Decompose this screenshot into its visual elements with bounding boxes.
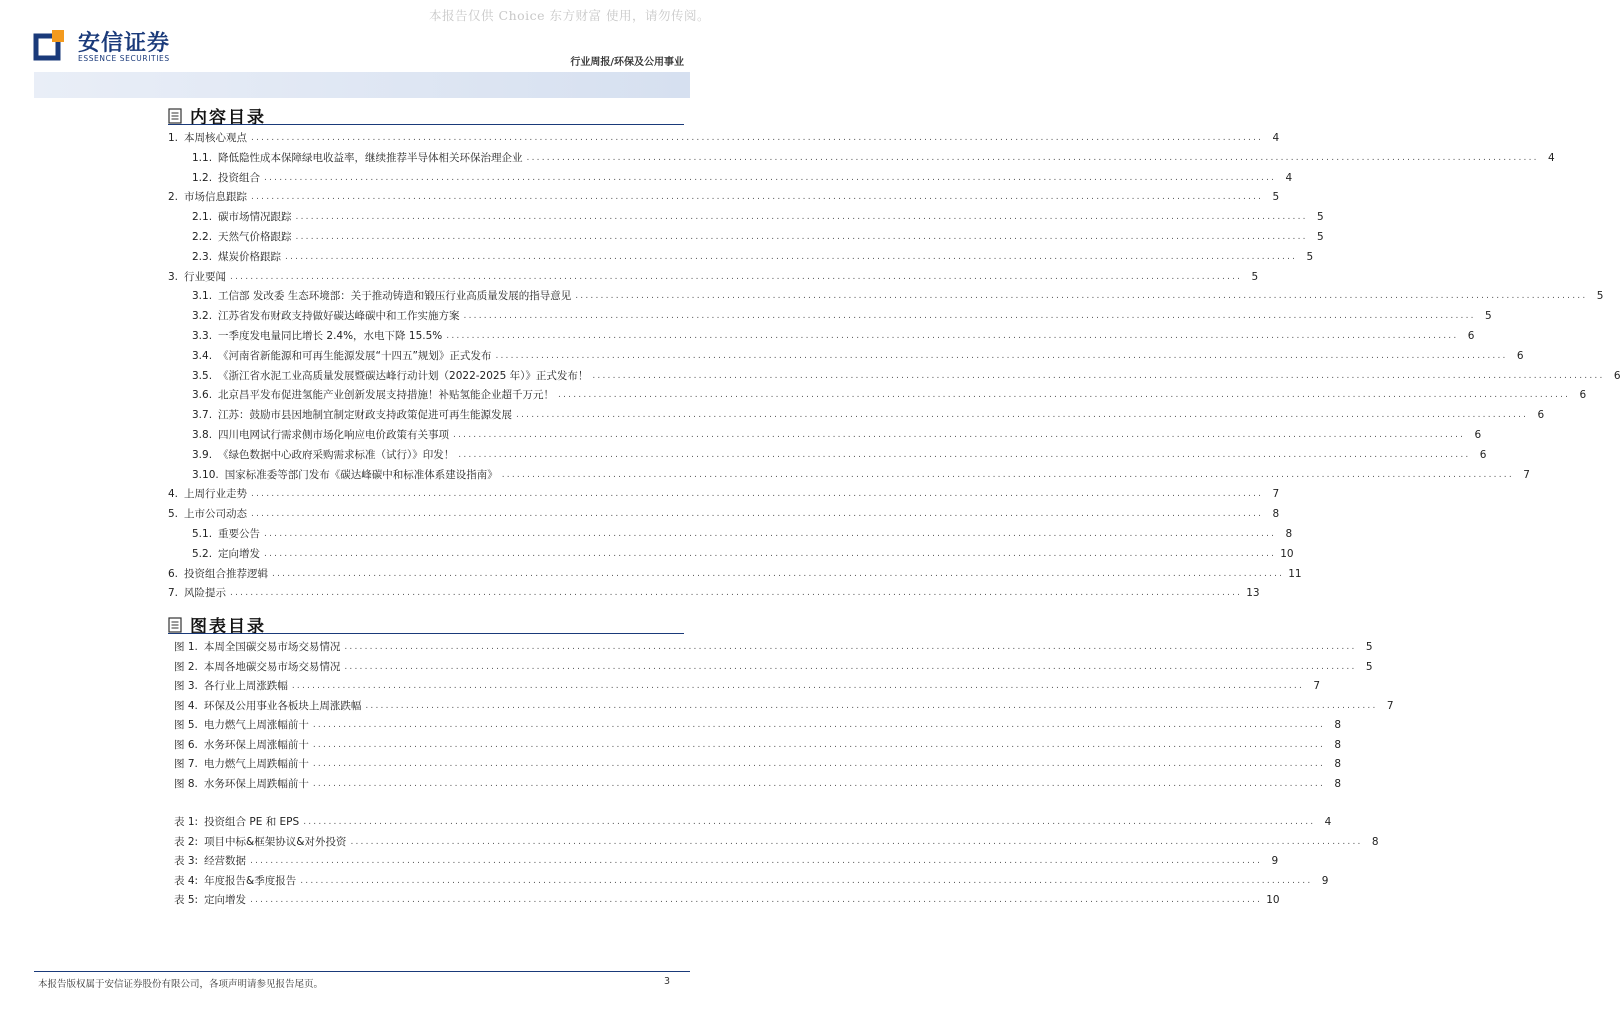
entry-title: 电力燃气上周涨幅前十 — [203, 719, 309, 731]
leader-dots: ........................................................................................................................................................................................................ — [264, 172, 1277, 183]
company-logo — [34, 26, 234, 66]
entry-page-number: 13 — [1246, 587, 1260, 600]
entry-title: 各行业上周涨跌幅 — [203, 680, 288, 692]
figure-entry[interactable] — [168, 850, 1279, 868]
figure-entry[interactable] — [168, 773, 1342, 791]
footer-disclaimer: 本报告版权属于安信证券股份有限公司，各项声明请参见报告尾页。 — [38, 979, 324, 990]
entry-page-number: 4 — [1548, 151, 1555, 164]
leader-dots: ........................................................................................................................................................................................................ — [365, 700, 1378, 711]
entry-page-number: 7 — [1272, 488, 1280, 501]
entry-title: 天然气价格跟踪 — [218, 231, 292, 243]
contents-title: 内容目录 — [190, 108, 266, 128]
watermark-text: 本报告仅供 Choice 东方财富 使用，请勿传阅。 — [429, 8, 710, 23]
entry-page-number: 10 — [1266, 894, 1280, 906]
entry-number: 表 3: — [174, 855, 199, 867]
toc-entry[interactable] — [168, 444, 1487, 462]
entry-title: 国家标准委等部门发布《碳达峰碳中和标准体系建设指南》 — [224, 468, 498, 481]
leader-dots: ........................................................................................................................................................................................................ — [264, 548, 1277, 559]
figure-entry[interactable] — [168, 870, 1329, 888]
entry-number: 3.10. — [192, 468, 219, 481]
leader-dots: ........................................................................................................................................................................................................ — [526, 152, 1539, 163]
figure-entry[interactable] — [168, 753, 1342, 771]
entry-number: 图 1. — [174, 641, 198, 653]
entry-number: 3.6. — [192, 389, 213, 402]
toc-entry[interactable] — [168, 285, 1604, 303]
entry-title: 投资组合推荐逻辑 — [184, 567, 269, 580]
entry-title: 江苏省发布财政支持做好碳达峰碳中和工作实施方案 — [218, 310, 460, 323]
entry-number: 3.1. — [192, 290, 213, 303]
leader-dots: ........................................................................................................................................................................................................ — [495, 350, 1508, 361]
entry-title: 四川电网试行需求侧市场化响应电价政策有关事项 — [218, 429, 450, 441]
entry-number: 2. — [168, 191, 179, 204]
entry-page-number: 7 — [1313, 680, 1321, 692]
entry-page-number: 8 — [1371, 835, 1379, 848]
entry-page-number: 4 — [1324, 816, 1332, 828]
entry-number: 1.1. — [192, 151, 213, 164]
entry-title: 《绿色数据中心政府采购需求标准（试行）》印发！ — [218, 448, 455, 461]
entry-number: 图 6. — [174, 738, 198, 751]
entry-title: 投资组合 — [218, 171, 261, 184]
entry-title: 上市公司动态 — [184, 508, 248, 521]
toc-entry[interactable] — [168, 246, 1314, 264]
toc-entry[interactable] — [168, 305, 1492, 323]
entry-title: 本周全国碳交易市场交易情况 — [203, 641, 341, 653]
entry-number: 3.2. — [192, 310, 213, 323]
entry-title: 环保及公用事业各板块上周涨跌幅 — [203, 699, 362, 712]
entry-page-number: 5 — [1365, 641, 1373, 653]
entry-number: 7. — [168, 587, 179, 600]
leader-dots: ........................................................................................................................................................................................................ — [300, 875, 1313, 886]
entry-page-number: 6 — [1516, 349, 1524, 362]
figure-entry[interactable] — [168, 831, 1379, 849]
leader-dots: ........................................................................................................................................................................................................ — [230, 271, 1243, 282]
entry-title: 市场信息跟踪 — [184, 191, 248, 204]
entry-page-number: 5 — [1272, 191, 1280, 204]
entry-number: 图 2. — [174, 660, 198, 673]
entry-title: 北京昌平发布促进氢能产业创新发展支持措施！补贴氢能企业超千万元！ — [218, 389, 555, 402]
entry-page-number: 7 — [1523, 468, 1530, 481]
entry-number: 3. — [168, 270, 179, 283]
entry-number: 3.9. — [192, 448, 213, 461]
toc-entry[interactable] — [168, 563, 1302, 581]
entry-title: 行业要闻 — [184, 270, 227, 283]
footer-rule — [34, 971, 690, 972]
toc-entry[interactable] — [168, 483, 1280, 501]
entry-title: 本周各地碳交易市场交易情况 — [203, 660, 341, 673]
leader-dots: ........................................................................................................................................................................................................ — [463, 311, 1476, 322]
toc-entry[interactable] — [168, 365, 1621, 383]
entry-number: 2.2. — [192, 231, 213, 243]
entry-title: 《浙江省水泥工业高质量发展暨碳达峰行动计划（2022-2025 年）》正式发布！ — [218, 369, 589, 382]
entry-number: 表 4: — [174, 874, 199, 887]
entry-number: 图 5. — [174, 719, 198, 731]
entry-page-number: 6 — [1579, 389, 1587, 402]
toc-entry[interactable] — [168, 424, 1482, 442]
entry-number: 6. — [168, 567, 179, 580]
leader-dots: ........................................................................................................................................................................................................ — [312, 778, 1326, 789]
entry-title: 一季度发电量同比增长 2.4%，水电下降 15.5% — [218, 330, 443, 342]
leader-dots: ........................................................................................................................................................................................................ — [291, 681, 1305, 691]
entry-page-number: 7 — [1386, 699, 1394, 712]
entry-title: 降低隐性成本保障绿电收益率，继续推荐半导体相关环保治理企业 — [218, 151, 523, 164]
toc-entry[interactable] — [168, 127, 1280, 145]
leader-dots: ........................................................................................................................................................................................................ — [303, 817, 1316, 827]
entry-number: 1. — [168, 132, 179, 144]
logo-mark-icon — [34, 28, 68, 62]
figure-entry[interactable] — [168, 636, 1373, 654]
figure-entry[interactable] — [168, 675, 1321, 693]
entry-page-number: 5 — [1317, 231, 1324, 243]
figures-title: 图表目录 — [190, 617, 266, 637]
leader-dots: ........................................................................................................................................................................................................ — [251, 192, 1264, 203]
leader-dots: ........................................................................................................................................................................................................ — [250, 856, 1263, 866]
entry-title: 电力燃气上周跌幅前十 — [203, 758, 309, 770]
toc-entry[interactable] — [168, 186, 1280, 204]
figure-entry[interactable] — [168, 656, 1373, 674]
toc-entry[interactable] — [168, 325, 1475, 343]
toc-entry[interactable] — [168, 206, 1324, 224]
entry-number: 4. — [168, 488, 179, 501]
toc-entry[interactable] — [168, 147, 1555, 165]
entry-number: 图 8. — [174, 777, 198, 790]
entry-title: 上周行业走势 — [184, 488, 248, 501]
leader-dots: ........................................................................................................................................................................................................ — [453, 430, 1466, 440]
entry-title: 重要公告 — [218, 528, 261, 540]
header-band — [34, 72, 690, 98]
entry-page-number: 6 — [1613, 369, 1621, 382]
entry-title: 《河南省新能源和可再生能源发展“十四五”规划》正式发布 — [218, 349, 492, 362]
leader-dots: ........................................................................................................................................................................................................ — [446, 331, 1459, 341]
entry-number: 5. — [168, 508, 179, 521]
logo-english-name: ESSENCE SECURITIES — [78, 54, 170, 63]
entry-page-number: 5 — [1365, 660, 1373, 673]
toc-entry[interactable] — [168, 266, 1259, 284]
leader-dots: ........................................................................................................................................................................................................ — [516, 410, 1529, 421]
entry-number: 图 3. — [174, 680, 198, 692]
leader-dots: ........................................................................................................................................................................................................ — [501, 469, 1514, 480]
entry-page-number: 5 — [1251, 270, 1259, 283]
entry-title: 江苏：鼓励市县因地制宜制定财政支持政策促进可再生能源发展 — [218, 409, 513, 422]
report-category-tag: 行业周报/环保及公用事业 — [570, 57, 684, 68]
leader-dots: ........................................................................................................................................................................................................ — [285, 251, 1298, 262]
logo-chinese-name: 安信证券 — [78, 31, 171, 56]
entry-number: 2.1. — [192, 211, 213, 224]
entry-page-number: 5 — [1485, 310, 1492, 323]
entry-number: 2.3. — [192, 250, 213, 263]
entry-title: 水务环保上周跌幅前十 — [203, 777, 309, 790]
entry-title: 定向增发 — [204, 894, 247, 906]
entry-page-number: 5 — [1596, 290, 1604, 303]
entry-page-number: 5 — [1306, 250, 1314, 263]
entry-title: 投资组合 PE 和 EPS — [204, 816, 300, 828]
entry-page-number: 9 — [1271, 855, 1279, 867]
entry-page-number: 10 — [1280, 547, 1294, 560]
toc-entry[interactable] — [168, 384, 1587, 402]
figure-entry[interactable] — [168, 734, 1342, 752]
entry-title: 年度报告&季度报告 — [204, 874, 297, 887]
leader-dots: ........................................................................................................................................................................................................ — [295, 212, 1308, 223]
toc-entry[interactable] — [168, 543, 1294, 561]
entry-title: 煤炭价格跟踪 — [218, 250, 282, 263]
entry-number: 表 5: — [174, 894, 199, 906]
toc-entry[interactable] — [168, 582, 1260, 600]
entry-page-number: 8 — [1334, 719, 1342, 731]
leader-dots: ........................................................................................................................................................................................................ — [312, 759, 1326, 769]
entry-page-number: 6 — [1537, 409, 1545, 422]
leader-dots: ........................................................................................................................................................................................................ — [250, 895, 1263, 905]
figure-entry[interactable] — [168, 811, 1332, 829]
entry-page-number: 8 — [1334, 738, 1342, 751]
leader-dots: ........................................................................................................................................................................................................ — [312, 720, 1326, 730]
contents-title-rule — [168, 124, 684, 125]
toc-entry[interactable] — [168, 345, 1524, 363]
figure-entry[interactable] — [168, 714, 1342, 732]
entry-page-number: 6 — [1479, 448, 1487, 461]
entry-number: 3.3. — [192, 330, 213, 342]
leader-dots: ........................................................................................................................................................................................................ — [272, 568, 1285, 579]
entry-page-number: 8 — [1334, 777, 1342, 790]
leader-dots: ........................................................................................................................................................................................................ — [295, 232, 1308, 242]
entry-number: 图 4. — [174, 699, 198, 712]
entry-title: 工信部 发改委 生态环境部：关于推动铸造和锻压行业高质量发展的指导意见 — [218, 290, 572, 303]
document-list-icon — [168, 617, 182, 633]
entry-number: 3.5. — [192, 369, 213, 382]
figure-entry[interactable] — [168, 889, 1280, 907]
figure-entry[interactable] — [168, 695, 1394, 713]
leader-dots: ........................................................................................................................................................................................................ — [251, 509, 1264, 520]
leader-dots: ........................................................................................................................................................................................................ — [458, 449, 1471, 460]
entry-page-number: 8 — [1285, 528, 1293, 540]
entry-number: 表 1: — [174, 816, 199, 828]
toc-entry[interactable] — [168, 464, 1530, 482]
toc-entry[interactable] — [168, 226, 1324, 244]
leader-dots: ........................................................................................................................................................................................................ — [264, 529, 1277, 539]
entry-page-number: 11 — [1288, 567, 1302, 580]
toc-entry[interactable] — [168, 523, 1293, 541]
page-number: 3 — [663, 976, 670, 987]
entry-page-number: 4 — [1272, 132, 1280, 144]
toc-entry[interactable] — [168, 167, 1293, 185]
entry-title: 定向增发 — [218, 547, 261, 560]
leader-dots: ........................................................................................................................................................................................................ — [312, 739, 1326, 750]
entry-number: 图 7. — [174, 758, 198, 770]
leader-dots: ........................................................................................................................................................................................................ — [230, 588, 1243, 599]
entry-number: 3.4. — [192, 349, 213, 362]
entry-page-number: 8 — [1334, 758, 1342, 770]
entry-page-number: 6 — [1474, 429, 1482, 441]
leader-dots: ........................................................................................................................................................................................................ — [558, 390, 1571, 401]
entry-number: 3.7. — [192, 409, 213, 422]
entry-title: 本周核心观点 — [184, 132, 248, 144]
entry-page-number: 6 — [1467, 330, 1475, 342]
leader-dots: ........................................................................................................................................................................................................ — [344, 661, 1357, 672]
figures-title-rule — [168, 633, 684, 634]
entry-title: 碳市场情况跟踪 — [218, 211, 292, 224]
entry-number: 5.2. — [192, 547, 213, 560]
entry-title: 项目中标&框架协议&对外投资 — [204, 835, 347, 848]
entry-page-number: 4 — [1285, 171, 1293, 184]
entry-title: 水务环保上周涨幅前十 — [203, 738, 309, 751]
entry-number: 3.8. — [192, 429, 213, 441]
leader-dots: ........................................................................................................................................................................................................ — [575, 291, 1588, 302]
leader-dots: ........................................................................................................................................................................................................ — [592, 370, 1605, 381]
document-list-icon — [168, 108, 182, 124]
entry-number: 表 2: — [174, 835, 199, 848]
leader-dots: ........................................................................................................................................................................................................ — [251, 489, 1264, 500]
entry-page-number: 8 — [1272, 508, 1280, 521]
leader-dots: ........................................................................................................................................................................................................ — [350, 836, 1363, 847]
leader-dots: ........................................................................................................................................................................................................ — [344, 642, 1357, 652]
entry-number: 5.1. — [192, 528, 213, 540]
entry-title: 经营数据 — [204, 855, 247, 867]
entry-page-number: 9 — [1321, 874, 1329, 887]
leader-dots: ........................................................................................................................................................................................................ — [251, 133, 1264, 143]
entry-title: 风险提示 — [184, 587, 227, 600]
entry-number: 1.2. — [192, 171, 213, 184]
toc-entry[interactable] — [168, 503, 1280, 521]
toc-entry[interactable] — [168, 404, 1545, 422]
entry-page-number: 5 — [1317, 211, 1324, 224]
